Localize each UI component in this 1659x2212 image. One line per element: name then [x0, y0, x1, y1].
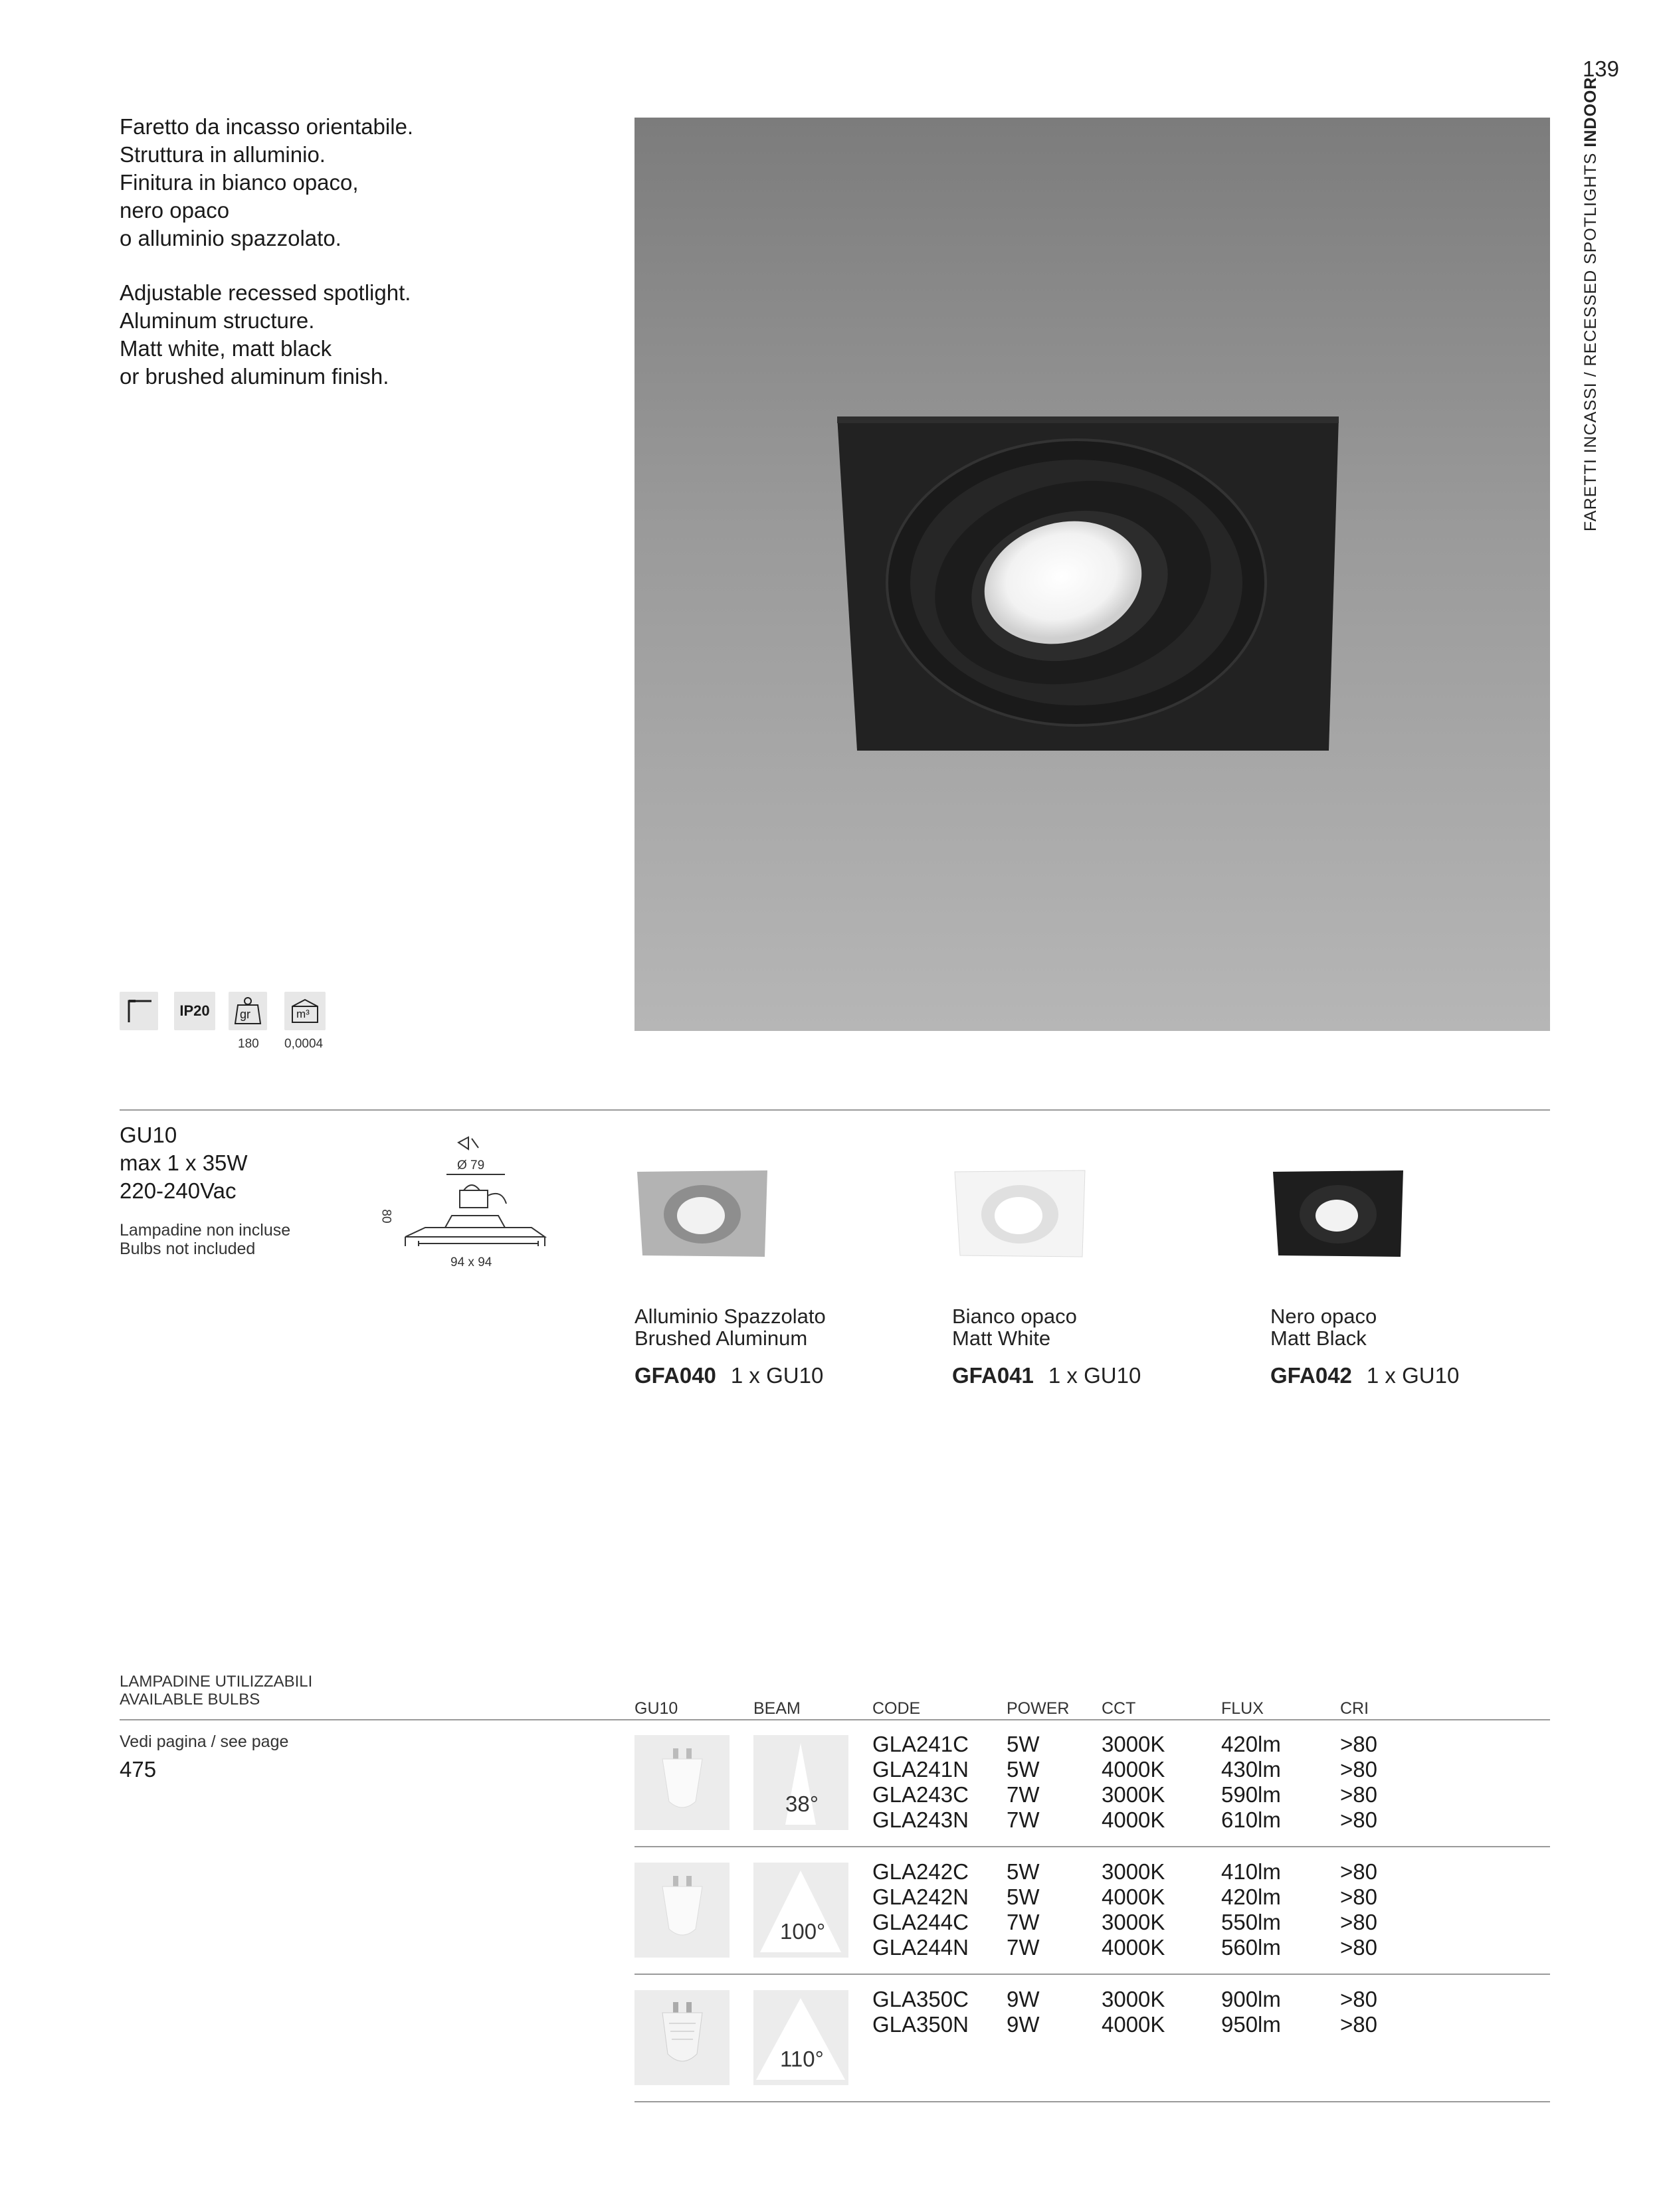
bulb-flux: 430lm — [1221, 1757, 1281, 1782]
electrical-spec — [120, 1121, 248, 1205]
spec-line: GU10 — [120, 1123, 177, 1147]
bulb-power: 7W — [1007, 1782, 1040, 1807]
bulb-cct: 4000K — [1102, 1935, 1165, 1960]
bulb-code: GLA350N — [872, 2012, 969, 2037]
header-flux: FLUX — [1221, 1699, 1264, 1718]
volume-unit: m³ — [296, 1008, 310, 1020]
bulb-cri: >80 — [1340, 1782, 1377, 1807]
bulb-cri: >80 — [1340, 1859, 1377, 1884]
height-label: 80 — [379, 1209, 393, 1224]
cct-column — [1102, 1732, 1165, 1833]
header-power: POWER — [1007, 1699, 1070, 1718]
code-column — [872, 1732, 969, 1833]
bulb-flux: 420lm — [1221, 1885, 1281, 1909]
description-it — [120, 113, 413, 252]
name-it: Nero opaco — [1270, 1305, 1377, 1328]
bulb-flux: 900lm — [1221, 1987, 1281, 2011]
code-column — [872, 1987, 969, 2037]
bulb-code: GLA243N — [872, 1807, 969, 1832]
power-column — [1007, 1732, 1040, 1833]
note-it: Lampadine non incluse — [120, 1221, 291, 1240]
bulb-cct: 4000K — [1102, 1757, 1165, 1782]
bulb-cri: >80 — [1340, 1807, 1377, 1832]
bulb-power: 5W — [1007, 1757, 1040, 1782]
bulb-flux: 560lm — [1221, 1935, 1281, 1960]
bulb-power: 7W — [1007, 1935, 1040, 1960]
bulb-cct: 3000K — [1102, 1859, 1165, 1884]
bulb-cct: 3000K — [1102, 1910, 1165, 1934]
size-label: 94 x 94 — [450, 1255, 492, 1269]
desc-line: nero opaco — [120, 198, 230, 223]
header-beam: BEAM — [753, 1699, 801, 1718]
lamp-spec: 1 x GU10 — [730, 1363, 824, 1388]
bulb-thumb — [634, 1735, 730, 1830]
desc-line: Finitura in bianco opaco, — [120, 170, 359, 195]
bulb-code: GLA244N — [872, 1935, 969, 1960]
ip-rating-icon: IP20 — [174, 992, 215, 1030]
lamp-spec: 1 x GU10 — [1048, 1363, 1141, 1388]
beam-angle: 100° — [780, 1919, 826, 1944]
weight-value: 180 — [238, 1037, 259, 1051]
desc-line: Faretto da incasso orientabile. — [120, 114, 414, 139]
description-en — [120, 279, 411, 391]
bulb-power: 5W — [1007, 1732, 1040, 1756]
beam-diagram — [753, 1990, 848, 2085]
variant-code-aluminum — [634, 1363, 823, 1388]
product-code: GFA041 — [952, 1363, 1034, 1388]
bulb-flux: 590lm — [1221, 1782, 1281, 1807]
see-page-label: Vedi pagina / see page — [120, 1732, 289, 1751]
group-divider — [634, 1846, 1550, 1847]
bulb-cct: 3000K — [1102, 1732, 1165, 1756]
page-number: 139 — [1582, 56, 1619, 81]
product-photo — [634, 118, 1550, 1031]
spec-line: 220-240Vac — [120, 1178, 237, 1203]
bulb-code: GLA350C — [872, 1987, 969, 2011]
desc-line: Matt white, matt black — [120, 336, 332, 361]
header-gu10: GU10 — [634, 1699, 678, 1718]
variant-code-black — [1270, 1363, 1459, 1388]
variant-code-white — [952, 1363, 1141, 1388]
group-divider — [634, 1974, 1550, 1975]
bulb-cri: >80 — [1340, 1910, 1377, 1934]
desc-line: Aluminum structure. — [120, 308, 315, 333]
lamp-spec: 1 x GU10 — [1366, 1363, 1460, 1388]
bulbs-title — [120, 1673, 312, 1708]
desc-line: Struttura in alluminio. — [120, 142, 326, 167]
variant-name-black — [1270, 1305, 1377, 1349]
bulb-power: 7W — [1007, 1807, 1040, 1832]
technical-drawing — [379, 1129, 551, 1282]
bulb-code: GLA242N — [872, 1885, 969, 1909]
bulb-cri: >80 — [1340, 1885, 1377, 1909]
flux-column — [1221, 1987, 1281, 2037]
bulb-power: 5W — [1007, 1859, 1040, 1884]
bulb-flux: 420lm — [1221, 1732, 1281, 1756]
cri-column — [1340, 1859, 1377, 1960]
diameter-label: Ø 79 — [457, 1158, 485, 1172]
beam-diagram — [753, 1735, 848, 1830]
bulb-cct: 4000K — [1102, 2012, 1165, 2037]
name-it: Alluminio Spazzolato — [634, 1305, 826, 1328]
bulb-flux: 410lm — [1221, 1859, 1281, 1884]
product-code: GFA040 — [634, 1363, 716, 1388]
weight-unit: gr — [240, 1008, 251, 1021]
bulb-thumb — [634, 1990, 730, 2085]
variant-thumb-black — [1270, 1168, 1409, 1258]
bulb-cri: >80 — [1340, 1732, 1377, 1756]
bulb-flux: 550lm — [1221, 1910, 1281, 1934]
variant-name-white — [952, 1305, 1077, 1349]
group-divider — [634, 2101, 1550, 2102]
bulb-thumb — [634, 1863, 730, 1958]
header-cct: CCT — [1102, 1699, 1136, 1718]
product-code: GFA042 — [1270, 1363, 1352, 1388]
name-en: Matt Black — [1270, 1327, 1367, 1350]
flux-column — [1221, 1859, 1281, 1960]
cri-column — [1340, 1987, 1377, 2037]
recessed-mount-icon — [120, 992, 158, 1030]
desc-line: or brushed aluminum finish. — [120, 364, 389, 389]
desc-line: Adjustable recessed spotlight. — [120, 280, 411, 305]
bulb-power: 9W — [1007, 2012, 1040, 2037]
beam-angle: 38° — [785, 1792, 819, 1816]
variant-thumb-white — [952, 1168, 1090, 1258]
cct-column — [1102, 1859, 1165, 1960]
bulb-code: GLA244C — [872, 1910, 969, 1934]
power-column — [1007, 1987, 1040, 2037]
bulb-code: GLA242C — [872, 1859, 969, 1884]
section-divider — [120, 1109, 1550, 1111]
volume-icon — [284, 992, 326, 1030]
bulb-flux: 610lm — [1221, 1807, 1281, 1832]
beam-angle: 110° — [780, 2047, 824, 2071]
power-column — [1007, 1859, 1040, 1960]
bulb-power: 9W — [1007, 1987, 1040, 2011]
bulb-cct: 3000K — [1102, 1987, 1165, 2011]
section-tab — [1581, 77, 1601, 531]
bulb-power: 7W — [1007, 1910, 1040, 1934]
bulb-cri: >80 — [1340, 1757, 1377, 1782]
bulb-code: GLA243C — [872, 1782, 969, 1807]
section-label: FARETTI INCASSI / RECESSED SPOTLIGHTS — [1581, 152, 1600, 531]
code-column — [872, 1859, 969, 1960]
name-en: Brushed Aluminum — [634, 1327, 808, 1350]
bulbs-title-en: AVAILABLE BULBS — [120, 1691, 260, 1708]
bulb-code: GLA241C — [872, 1732, 969, 1756]
bulb-cri: >80 — [1340, 2012, 1377, 2037]
bulb-power: 5W — [1007, 1885, 1040, 1909]
see-page-number: 475 — [120, 1757, 157, 1782]
bulb-cri: >80 — [1340, 1935, 1377, 1960]
section-strong: INDOOR — [1581, 76, 1600, 147]
variant-name-aluminum — [634, 1305, 826, 1349]
name-en: Matt White — [952, 1327, 1051, 1350]
volume-value: 0,0004 — [284, 1037, 324, 1051]
bulbs-title-it: LAMPADINE UTILIZZABILI — [120, 1673, 313, 1691]
header-code: CODE — [872, 1699, 921, 1718]
bulb-note — [120, 1221, 290, 1258]
bulbs-header-divider — [120, 1719, 1550, 1720]
name-it: Bianco opaco — [952, 1305, 1077, 1328]
bulb-cct: 3000K — [1102, 1782, 1165, 1807]
header-cri: CRI — [1340, 1699, 1369, 1718]
cri-column — [1340, 1732, 1377, 1833]
spec-line: max 1 x 35W — [120, 1151, 248, 1175]
bulb-cri: >80 — [1340, 1987, 1377, 2011]
bulb-cct: 4000K — [1102, 1807, 1165, 1832]
note-en: Bulbs not included — [120, 1240, 256, 1258]
weight-icon — [229, 992, 267, 1030]
bulb-flux: 950lm — [1221, 2012, 1281, 2037]
desc-line: o alluminio spazzolato. — [120, 226, 342, 250]
flux-column — [1221, 1732, 1281, 1833]
beam-diagram — [753, 1863, 848, 1958]
bulb-cct: 4000K — [1102, 1885, 1165, 1909]
variant-thumb-aluminum — [634, 1168, 773, 1258]
bulb-code: GLA241N — [872, 1757, 969, 1782]
cct-column — [1102, 1987, 1165, 2037]
